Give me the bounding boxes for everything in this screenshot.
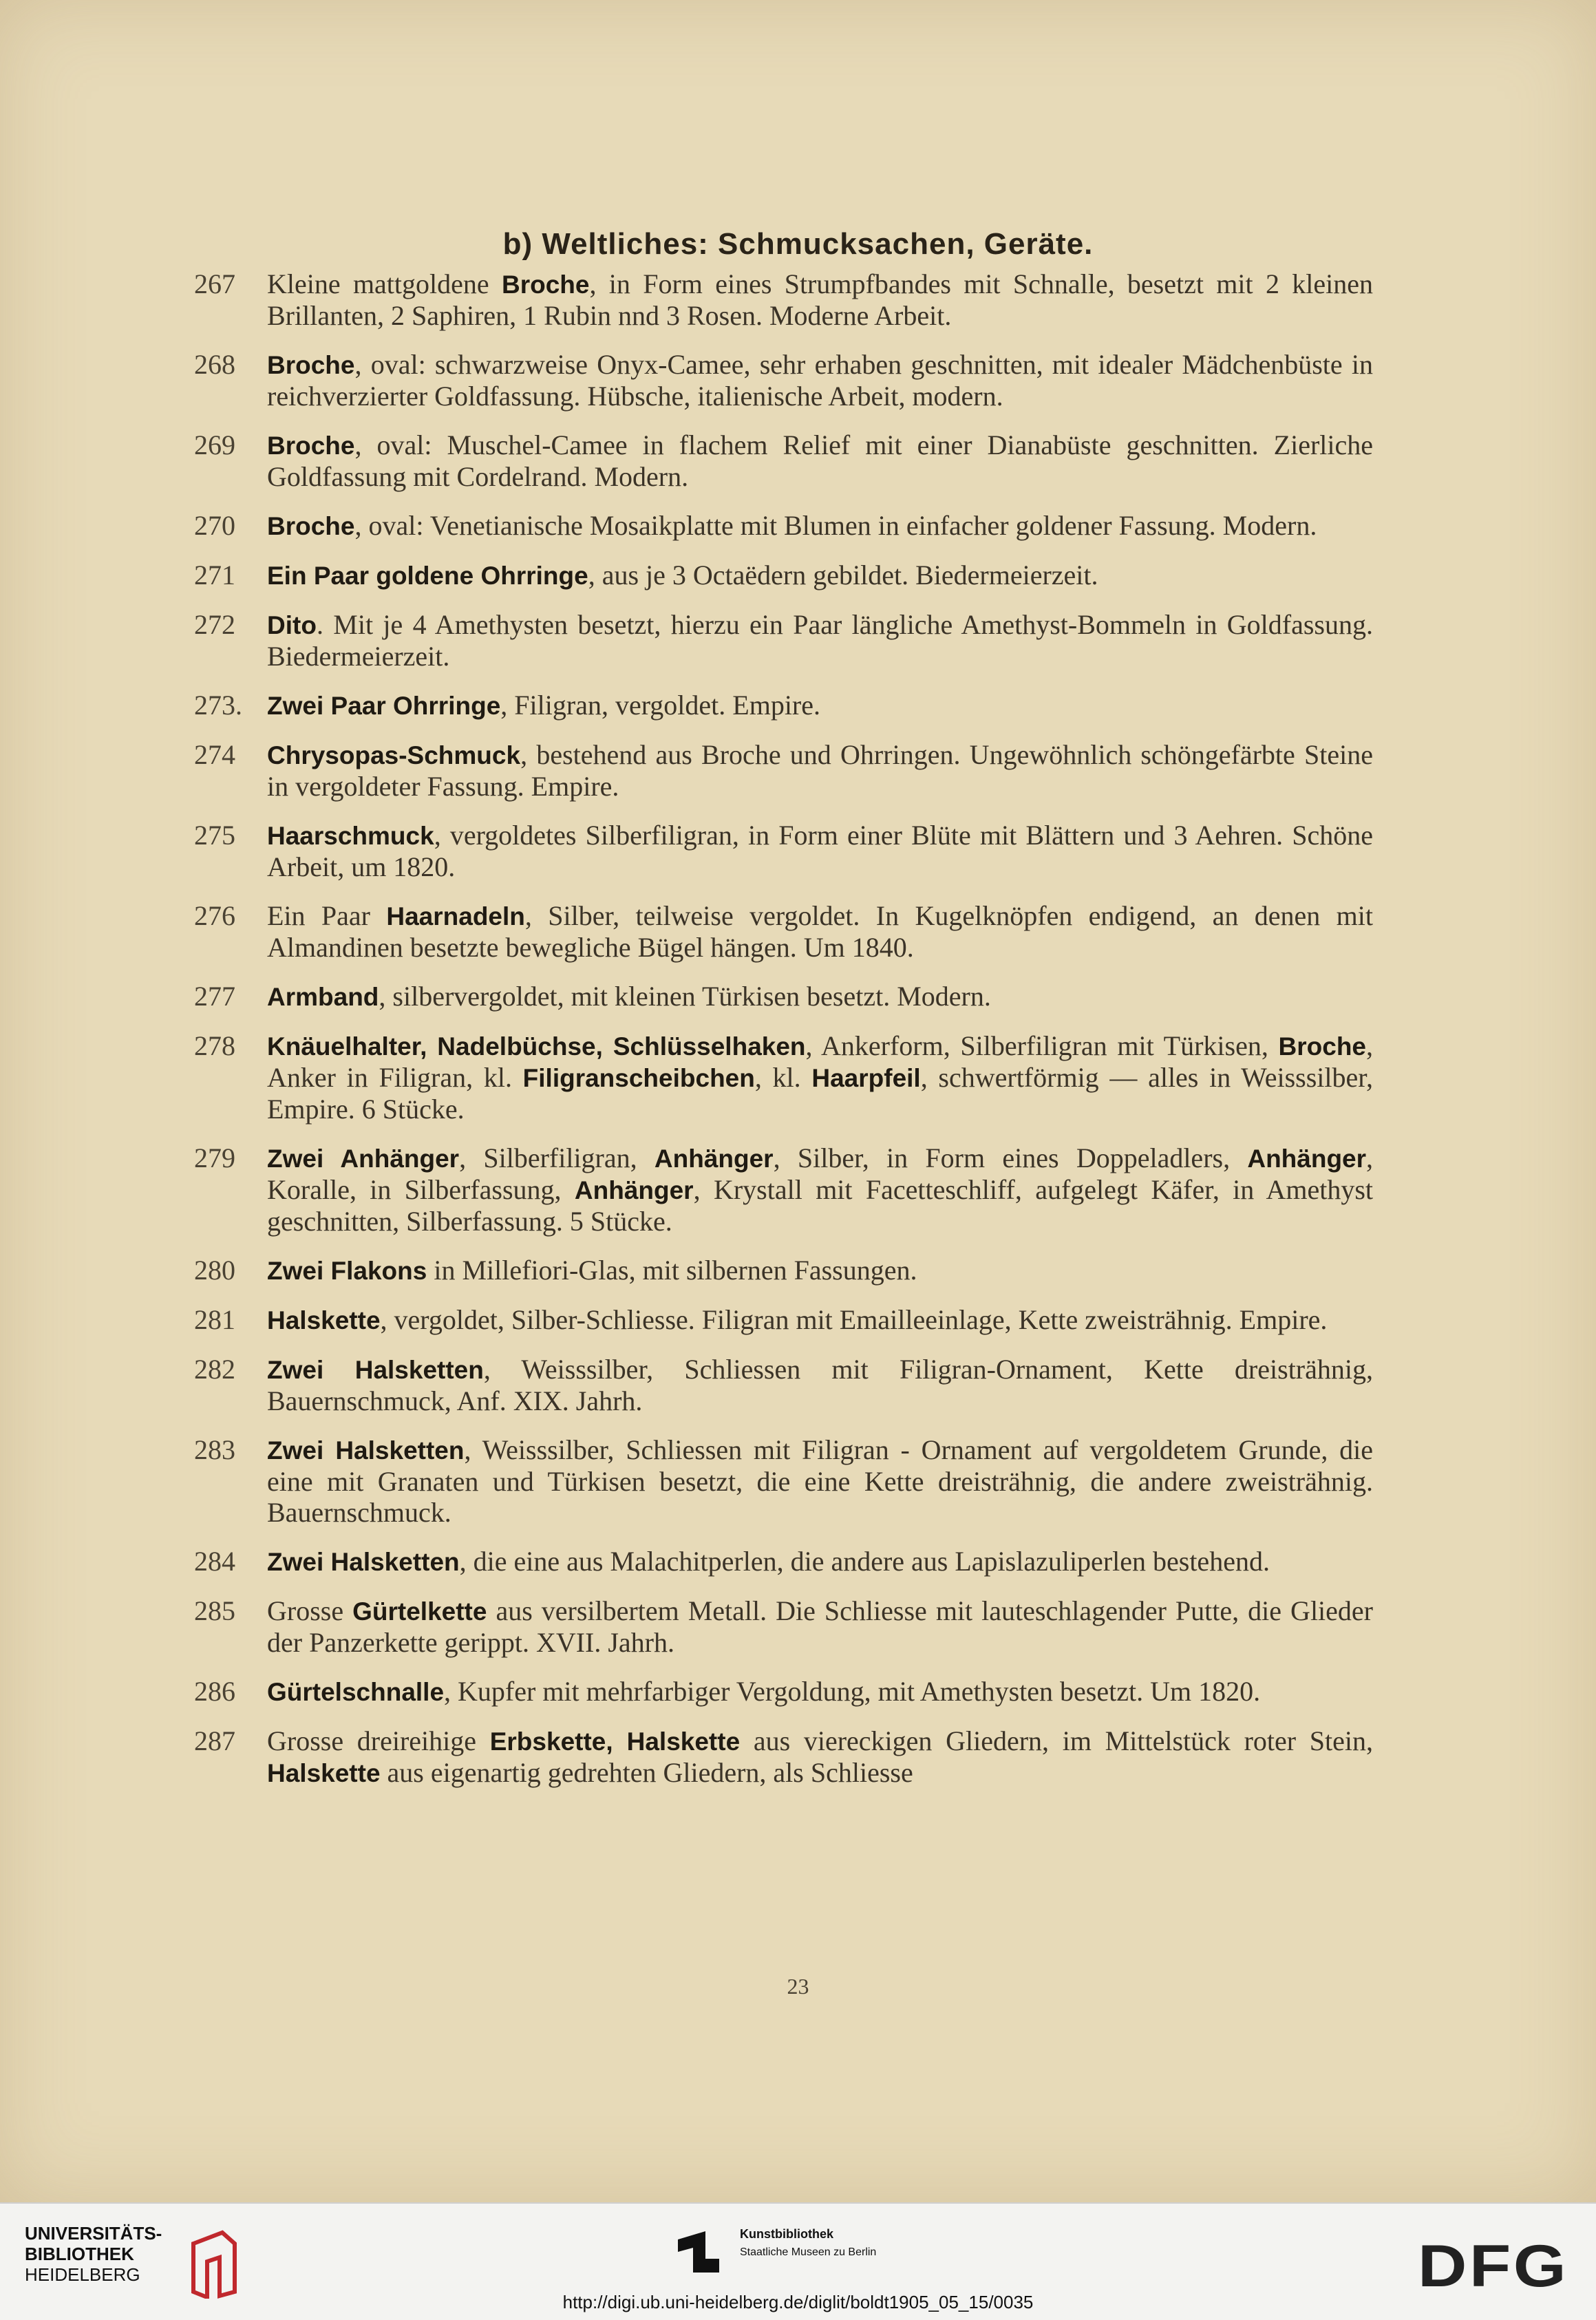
catalog-entry xyxy=(179,739,1373,802)
entry-text: , Koralle, in Silberfassung, xyxy=(267,1142,1374,1205)
entry-text: , Krystall mit Facetteschliff, aufgelegt Käfer, in Amethyst geschnitten, Silberfassung. 5 Stücke. xyxy=(267,1174,1373,1237)
library-name-line-2: BIBLIOTHEK xyxy=(25,2244,134,2264)
entry-text: , die eine aus Malachitperlen, die andere aus Lapislazuliperlen bestehend. xyxy=(459,1546,1270,1577)
entry-number: 277 xyxy=(194,981,235,1012)
catalog-entry xyxy=(179,1546,1373,1577)
dfg-logo[interactable]: DFG xyxy=(1418,2233,1569,2299)
item-name: Broche xyxy=(267,512,355,540)
entry-text: , Anker in Filigran, kl. xyxy=(267,1030,1374,1093)
entry-text: , oval: Venetianische Mosaikplatte mit Blumen in einfacher goldener Fassung. Modern. xyxy=(354,510,1317,541)
entry-text: aus viereckigen Gliedern, im Mittelstück roter Stein, xyxy=(740,1725,1373,1756)
library-mark-icon xyxy=(180,2230,242,2299)
catalog-entry xyxy=(179,1725,1373,1789)
item-name: Armband xyxy=(267,983,379,1011)
entry-number: 271 xyxy=(194,560,235,590)
entry-text: , Filigran, vergoldet. Empire. xyxy=(500,690,821,721)
entry-text: , Weisssilber, Schliessen mit Filigran-Ornament, Kette dreisträhnig, Bauernschmuck, Anf. XIX. Jahrh. xyxy=(267,1354,1373,1416)
entry-text: , Weisssilber, Schliessen mit Filigran - Ornament auf vergoldetem Grunde, die eine mit Granaten und Türkisen besetzt, die eine Kette dreisträhnig, die andere zweisträhnig. Bauernschmuck. xyxy=(267,1434,1374,1528)
entry-text: , Ankerform, Silberfiligran mit Türkisen, xyxy=(805,1030,1279,1061)
entry-text: , Silber, teilweise vergoldet. In Kugelknöpfen endigend, an denen mit Almandinen besetzte bewegliche Bügel hängen. Um 1840. xyxy=(267,900,1373,963)
item-name: Gürtelkette xyxy=(352,1597,487,1626)
kunstbibliothek-subtitle: Staatliche Museen zu Berlin xyxy=(740,2246,877,2258)
entry-text: , aus je 3 Octaëdern gebildet. Biedermeierzeit. xyxy=(588,560,1098,590)
catalog-entry xyxy=(179,349,1373,412)
catalog-entry xyxy=(179,510,1373,542)
catalog-entry xyxy=(179,1030,1373,1125)
kunstbibliothek-name: Kunstbibliothek xyxy=(740,2227,833,2241)
item-name: Zwei Halsketten xyxy=(267,1436,465,1465)
entry-number: 274 xyxy=(194,739,235,770)
entry-text: , vergoldet, Silber-Schliesse. Filigran mit Emailleeinlage, Kette zweisträhnig. Empire. xyxy=(380,1304,1328,1335)
entry-number: 284 xyxy=(194,1546,235,1577)
entry-number: 285 xyxy=(194,1595,235,1626)
item-name: Anhänger xyxy=(654,1145,774,1173)
entry-text: aus eigenartig gedrehten Gliedern, als Schliesse xyxy=(380,1757,913,1788)
catalog-entries xyxy=(179,268,1373,1807)
entry-number: 280 xyxy=(194,1255,235,1286)
item-name: Broche xyxy=(267,351,355,379)
entry-text: Ein Paar xyxy=(267,900,387,931)
kunstbibliothek-logo[interactable] xyxy=(678,2224,953,2293)
entry-number: 286 xyxy=(194,1676,235,1707)
item-name: Broche xyxy=(267,432,355,460)
entry-number: 279 xyxy=(194,1142,235,1173)
item-name: Zwei Halsketten xyxy=(267,1548,460,1576)
item-name: Knäuelhalter, Nadelbüchse, Schlüsselhaken xyxy=(267,1032,806,1061)
library-name-line-1: UNIVERSITÄTS- xyxy=(25,2223,162,2244)
library-name-line-3: HEIDELBERG xyxy=(25,2264,140,2285)
entry-number: 287 xyxy=(194,1725,235,1756)
catalog-entry xyxy=(179,1142,1373,1237)
catalog-entry xyxy=(179,560,1373,591)
catalog-entry xyxy=(179,609,1373,672)
catalog-entry xyxy=(179,1434,1373,1528)
entry-text: aus versilbertem Metall. Die Schliesse mit lauteschlagender Putte, die Glieder der Panzerkette gerippt. XVII. Jahrh. xyxy=(267,1595,1373,1658)
catalog-entry xyxy=(179,690,1373,721)
kunstbibliothek-mark-icon xyxy=(678,2231,719,2273)
item-name: Chrysopas-Schmuck xyxy=(267,741,521,769)
entry-number: 273. xyxy=(194,690,242,721)
item-name: Haarpfeil xyxy=(811,1064,921,1092)
entry-text: , Kupfer mit mehrfarbiger Vergoldung, mit Amethysten besetzt. Um 1820. xyxy=(444,1676,1261,1707)
entry-number: 276 xyxy=(194,900,235,931)
catalog-entry xyxy=(179,1255,1373,1286)
entry-text: , schwertförmig — alles in Weisssilber, Empire. 6 Stücke. xyxy=(267,1062,1373,1125)
item-name: Broche xyxy=(1278,1032,1367,1061)
entry-text: , kl. xyxy=(754,1062,812,1093)
item-name: Anhänger xyxy=(574,1176,694,1204)
item-name: Haarschmuck xyxy=(267,822,434,850)
entry-text: , oval: schwarzweise Onyx-Camee, sehr erhaben geschnitten, mit idealer Mädchenbüste in reichverzierter Goldfassung. Hübsche, italienische Arbeit, modern. xyxy=(267,349,1373,412)
entry-text: in Millefiori-Glas, mit silbernen Fassungen. xyxy=(427,1255,917,1286)
catalog-entry xyxy=(179,1354,1373,1416)
page-number: 23 xyxy=(787,1974,809,1999)
item-name: Filigranscheibchen xyxy=(522,1064,755,1092)
entry-number: 268 xyxy=(194,349,235,380)
item-name: Zwei Flakons xyxy=(267,1257,427,1285)
catalog-entry xyxy=(179,1676,1373,1707)
entry-text: , in Form eines Strumpfbandes mit Schnalle, besetzt mit 2 kleinen Brillanten, 2 Saphiren, 1 Rubin nnd 3 Rosen. Moderne Arbeit. xyxy=(267,268,1373,331)
entry-number: 282 xyxy=(194,1354,235,1385)
entry-number: 278 xyxy=(194,1030,235,1061)
entry-text: , bestehend aus Broche und Ohrringen. Ungewöhnlich schöngefärbte Steine in vergoldeter Fassung. Empire. xyxy=(267,739,1373,802)
entry-number: 283 xyxy=(194,1434,235,1465)
item-name: Zwei Paar Ohrringe xyxy=(267,692,501,720)
catalog-entry xyxy=(179,268,1373,331)
entry-text: Grosse dreireihige xyxy=(267,1725,490,1756)
catalog-entry xyxy=(179,820,1373,882)
section-heading: b) Weltliches: Schmucksachen, Geräte. xyxy=(502,227,1094,261)
entry-text: , Silber, in Form eines Doppeladlers, xyxy=(773,1142,1248,1173)
catalog-entry xyxy=(179,981,1373,1012)
entry-number: 281 xyxy=(194,1304,235,1335)
entry-number: 275 xyxy=(194,820,235,851)
catalog-entry xyxy=(179,900,1373,963)
item-name: Broche xyxy=(501,270,590,299)
item-name: Dito xyxy=(267,611,317,639)
entry-text: , vergoldetes Silberfiligran, in Form einer Blüte mit Blättern und 3 Aehren. Schöne Arbeit, um 1820. xyxy=(267,820,1373,882)
entry-text: . Mit je 4 Amethysten besetzt, hierzu ein Paar längliche Amethyst-Bommeln in Goldfassung. Biedermeierzeit. xyxy=(267,609,1373,672)
permalink-url[interactable]: http://digi.ub.uni-heidelberg.de/diglit/boldt1905_05_15/0035 xyxy=(562,2292,1034,2312)
item-name: Halskette xyxy=(267,1306,381,1334)
item-name: Halskette xyxy=(267,1759,381,1787)
catalog-entry xyxy=(179,1595,1373,1658)
entry-number: 272 xyxy=(194,609,235,640)
entry-number: 270 xyxy=(194,510,235,541)
item-name: Gürtelschnalle xyxy=(267,1678,445,1706)
entry-number: 267 xyxy=(194,268,235,299)
entry-text: , oval: Muschel-Camee in flachem Relief mit einer Dianabüste geschnitten. Zierliche Goldfassung mit Cordelrand. Modern. xyxy=(267,429,1373,492)
entry-text: Grosse xyxy=(267,1595,353,1626)
item-name: Ein Paar goldene Ohrringe xyxy=(267,562,588,590)
footer-bar xyxy=(0,2202,1596,2320)
item-name: Anhänger xyxy=(1247,1145,1367,1173)
item-name: Erbskette, Halskette xyxy=(489,1727,741,1756)
entry-text: , silbervergoldet, mit kleinen Türkisen besetzt. Modern. xyxy=(379,981,991,1012)
item-name: Haarnadeln xyxy=(386,902,525,930)
item-name: Zwei Anhänger xyxy=(267,1145,460,1173)
entry-text: Kleine mattgoldene xyxy=(267,268,502,299)
catalog-entry xyxy=(179,1304,1373,1336)
item-name: Zwei Halsketten xyxy=(267,1356,484,1384)
entry-number: 269 xyxy=(194,429,235,460)
entry-text: , Silberfiligran, xyxy=(459,1142,655,1173)
catalog-entry xyxy=(179,429,1373,492)
